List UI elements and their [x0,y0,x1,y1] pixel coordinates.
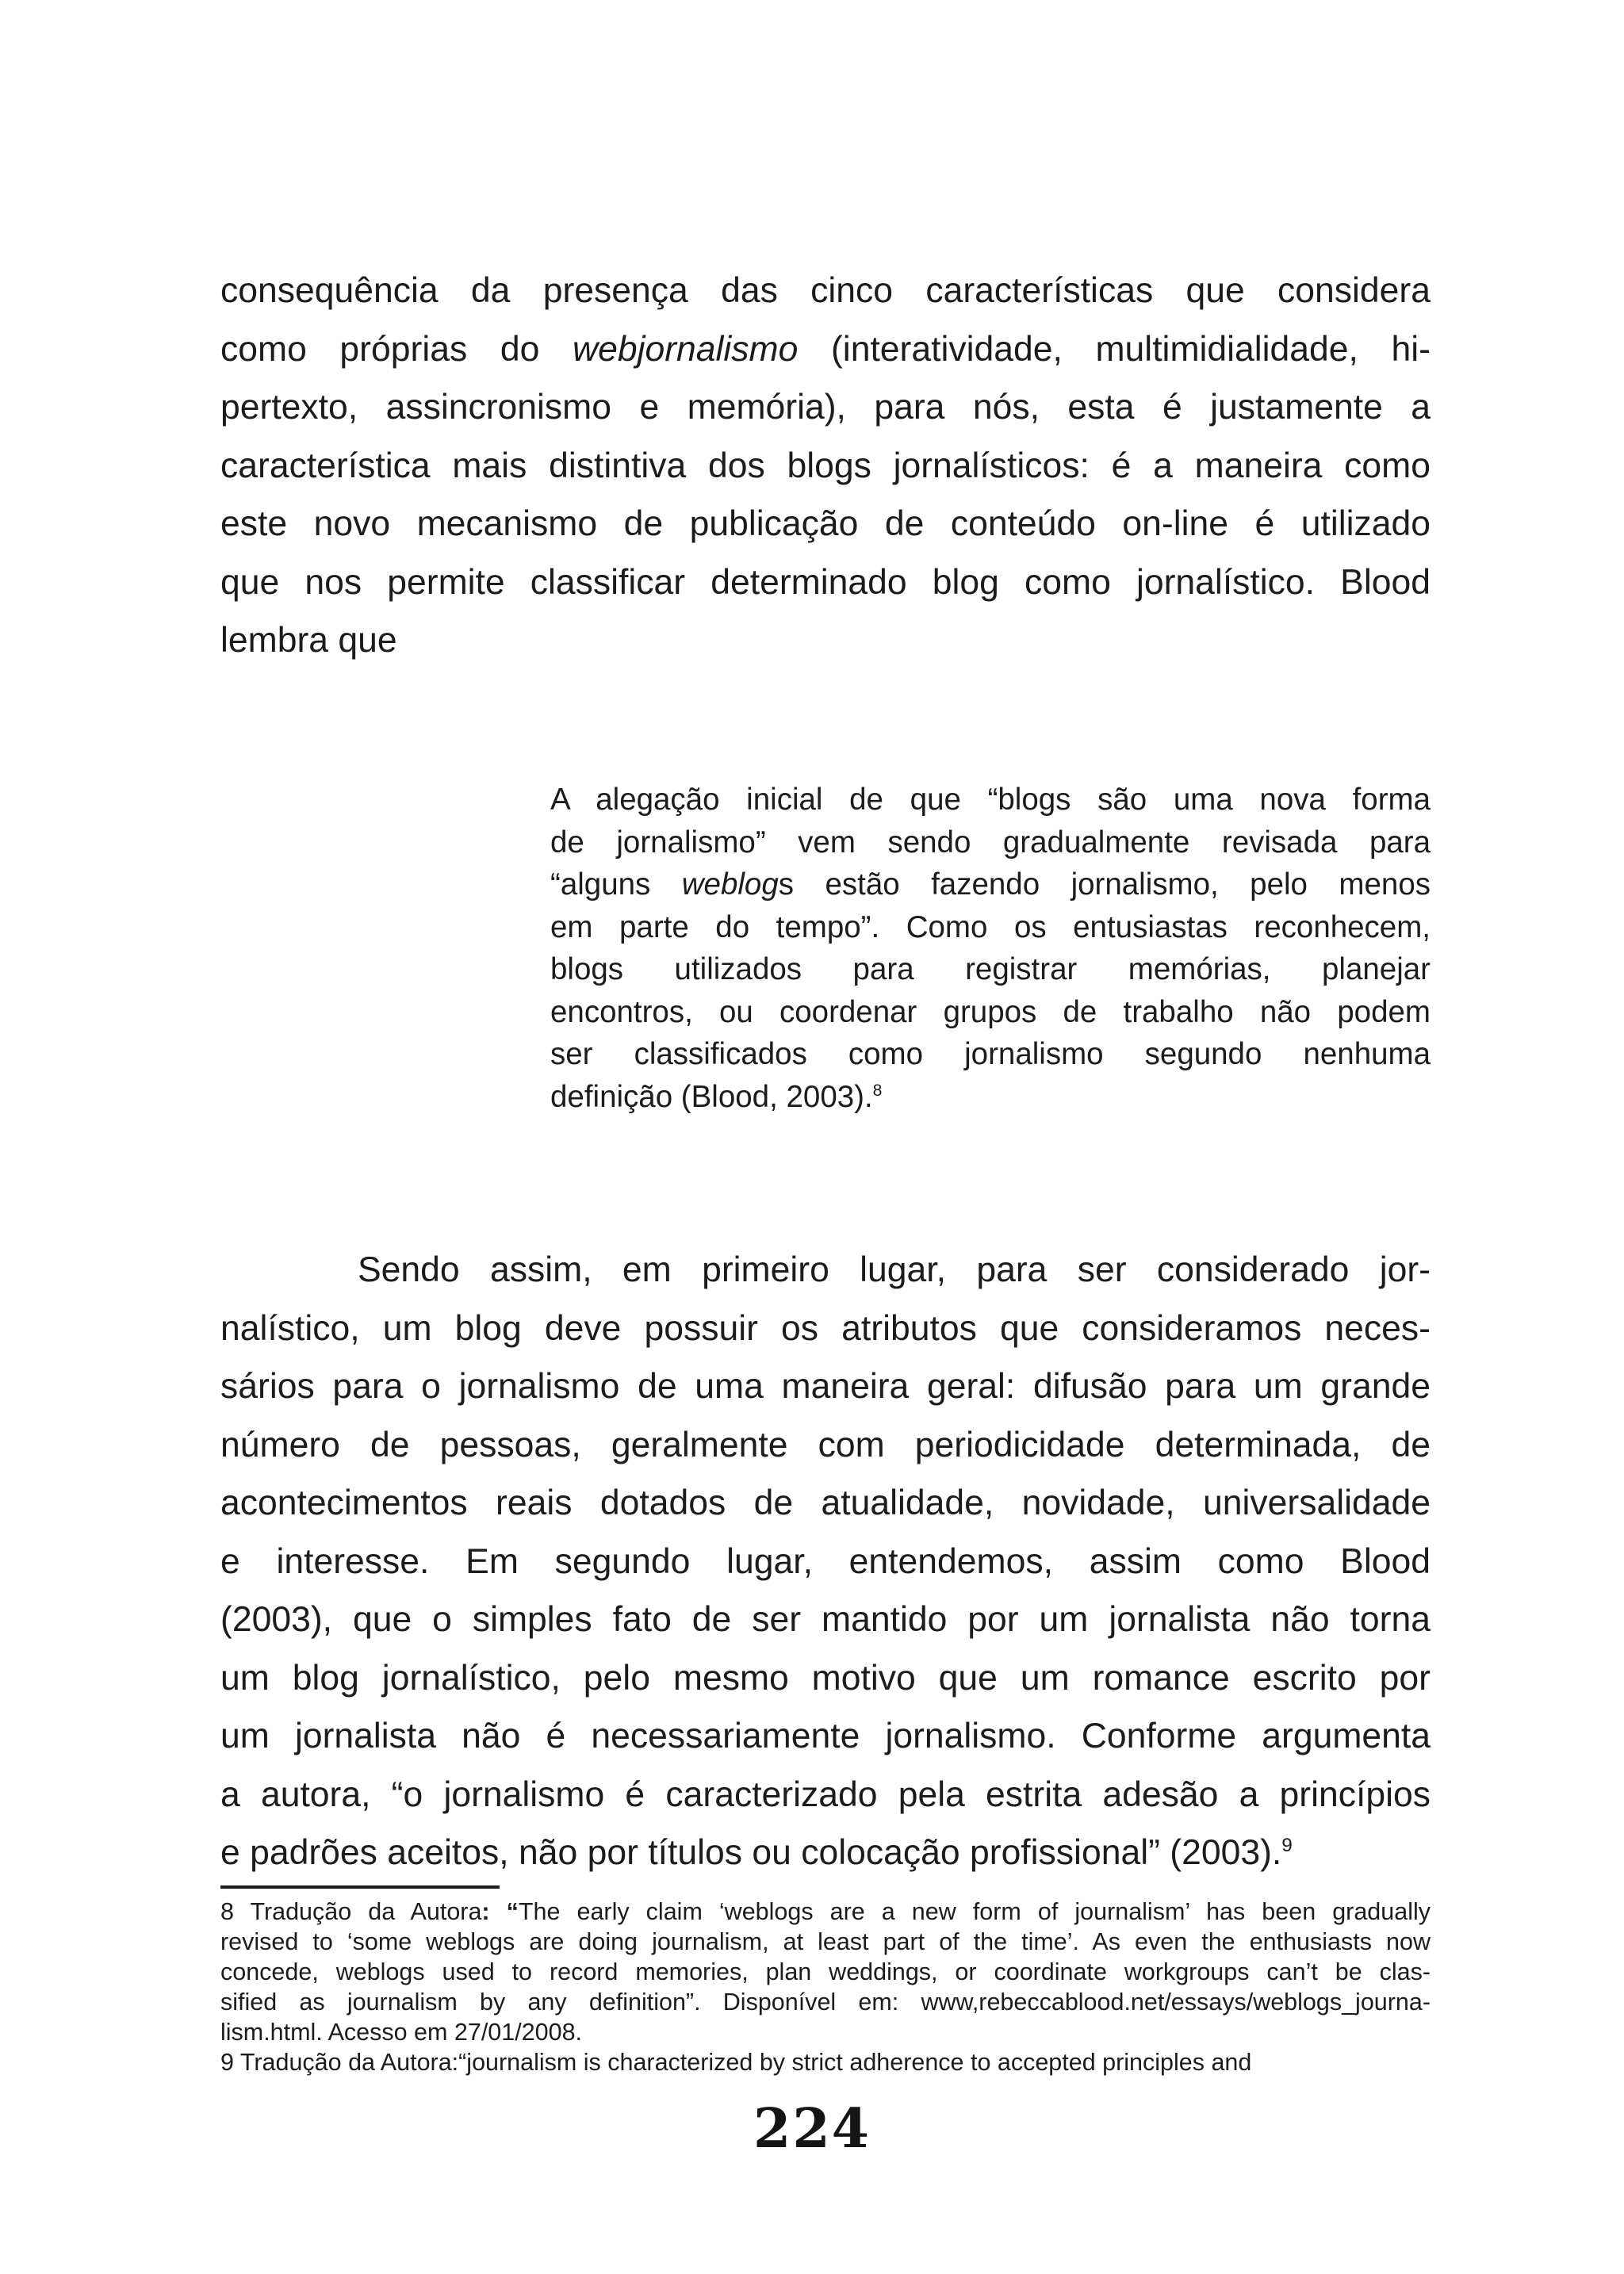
footnote-9 [220,2047,1431,2077]
text-line: lembra que [220,621,397,660]
footnote-8 [220,1897,1431,2047]
text-line: um blog jornalístico, pelo mesmo motivo que um romance escrito por [220,1658,1431,1698]
text-line: revised to ‘some weblogs are doing journalism, at least part of the time’. As even the enthusiasts now [220,1928,1431,1955]
text-line: lism.html. Acesso em 27/01/2008. [220,2019,583,2046]
footnote-reference: 8 [872,1081,883,1100]
text-line: (2003), que o simples fato de ser mantido por um jornalista não torna [220,1600,1431,1639]
text-line: sários para o jornalismo de uma maneira geral: difusão para um grande [220,1367,1431,1406]
text-line: como próprias do webjornalismo (interatividade, multimidialidade, hi- [220,329,1431,369]
text-line: acontecimentos reais dotados de atualidade, novidade, universalidade [220,1483,1431,1522]
text-line: consequência da presença das cinco características que considera [220,271,1431,310]
text-line: característica mais distintiva dos blogs jornalísticos: é a maneira como [220,446,1431,485]
text-line: pertexto, assincronismo e memória), para nós, esta é justamente a [220,388,1431,427]
footnote-reference: 9 [1281,1835,1293,1857]
text-line: este novo mecanismo de publicação de conteúdo on-line é utilizado [220,504,1431,543]
text-line: número de pessoas, geralmente com periodicidade determinada, de [220,1425,1431,1464]
text-line: a autora, “o jornalismo é caracterizado pela estrita adesão a princípios [220,1774,1431,1814]
text-line: em parte do tempo”. Como os entusiastas reconhecem, [550,909,1431,944]
text-line: 9 Tradução da Autora:“journalism is characterized by strict adherence to accepted principles and [220,2049,1252,2076]
paragraph-2 [220,1241,1431,1882]
text-line: blogs utilizados para registrar memórias, planejar [550,952,1431,986]
footnotes [220,1897,1431,2077]
text-line: A alegação inicial de que “blogs são uma nova forma [550,783,1431,817]
text-line: encontros, ou coordenar grupos de trabalho não podem [550,994,1431,1029]
footnote-separator [220,1885,500,1889]
paragraph-1 [220,262,1431,670]
text-line: e padrões aceitos, não por títulos ou colocação profissional” (2003).$^9$ [220,1833,1293,1872]
text-line: Sendo assim, em primeiro lugar, para ser considerado jor- [358,1250,1431,1289]
text-line: e interesse. Em segundo lugar, entendemos, assim como Blood [220,1541,1431,1581]
page-number: 224 [753,2097,871,2161]
text-line: 8 Tradução da Autora: “The early claim ‘weblogs are a new form of journalism’ has been gradually [220,1898,1431,1925]
text-line: nalístico, um blog deve possuir os atributos que consideramos neces- [220,1308,1431,1348]
text-line: ser classificados como jornalismo segundo nenhuma [550,1037,1431,1071]
text-line: de jornalismo” vem sendo gradualmente revisada para [550,825,1431,859]
text-line: definição (Blood, 2003).$^8$ [550,1079,883,1114]
text-line: “alguns weblogs estão fazendo jornalismo, pelo menos [550,867,1431,902]
text-line: sified as journalism by any definition”. Disponível em: www,rebeccablood.net/essays/weblogs_journa- [220,1989,1431,2016]
block-quote [550,779,1431,1118]
text-line: concede, weblogs used to record memories, plan weddings, or coordinate workgroups can’t be clas- [220,1958,1431,1985]
text-line: um jornalista não é necessariamente jornalismo. Conforme argumenta [220,1717,1431,1755]
text-line: que nos permite classificar determinado blog como jornalístico. Blood [220,562,1431,602]
